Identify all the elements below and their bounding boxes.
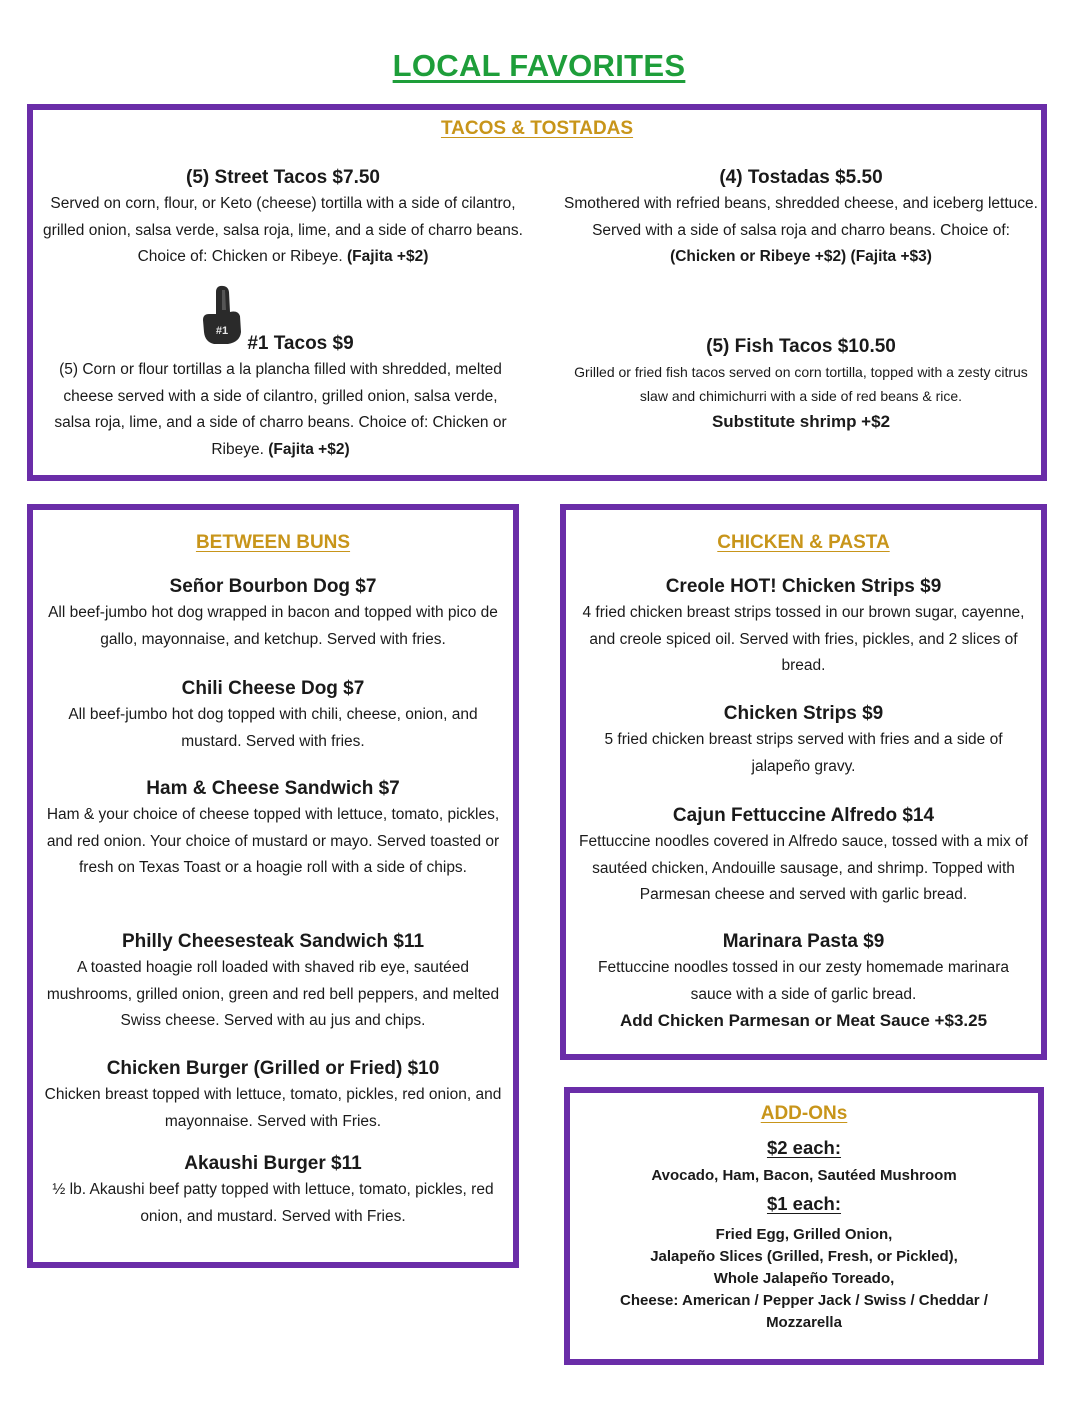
item-desc: (5) Corn or flour tortillas a la plancha filled with shredded, melted cheese served with a side of cilantro, grilled onion, salsa verde, salsa roja, lime, and a side of charro beans. Choice of: Chicken or Ribeye.	[54, 361, 507, 458]
menu-item	[43, 776, 503, 882]
item-name: Akaushi Burger $11	[184, 1153, 362, 1174]
menu-item	[43, 1056, 503, 1135]
item-desc: 5 fried chicken breast strips served with fries and a side of jalapeño gravy.	[604, 731, 1003, 775]
item-upcharge: (Fajita +$2)	[268, 440, 350, 458]
item-extra: Add Chicken Parmesan or Meat Sauce +$3.25	[619, 1011, 988, 1030]
item-name: Chili Cheese Dog $7	[181, 678, 365, 699]
item-name: (5) Fish Tacos $10.50	[706, 336, 896, 357]
addon-line: Cheese: American / Pepper Jack / Swiss / Cheddar /	[620, 1292, 988, 1309]
menu-item	[572, 701, 1035, 780]
item-desc: Grilled or fried fish tacos served on corn tortilla, topped with a zesty citrus slaw and chimichurri with a side of red beans & rice.	[574, 364, 1028, 404]
item-name: Cajun Fettuccine Alfredo $14	[672, 805, 935, 826]
addon-line: Jalapeño Slices (Grilled, Fresh, or Pickled),	[650, 1248, 958, 1265]
item-desc: All beef-jumbo hot dog topped with chili, cheese, onion, and mustard. Served with fries.	[68, 706, 478, 750]
item-name: Chicken Strips $9	[723, 703, 884, 724]
item-name: #1 Tacos $9	[247, 333, 354, 354]
chicken-section-title: CHICKEN & PASTA	[717, 532, 890, 553]
menu-item	[43, 676, 503, 755]
item-name: (5) Street Tacos $7.50	[186, 167, 380, 188]
item-name: Marinara Pasta $9	[722, 931, 885, 952]
menu-item	[572, 574, 1035, 680]
item-desc: 4 fried chicken breast strips tossed in our brown sugar, cayenne, and creole spiced oil. Served with fries, pickles, and 2 slices of bread.	[582, 604, 1025, 674]
item-name: Philly Cheesesteak Sandwich $11	[121, 931, 425, 952]
addon-line: Whole Jalapeño Toreado,	[713, 1270, 895, 1287]
tacos-section	[27, 104, 1047, 481]
buns-section-title: BETWEEN BUNS	[195, 532, 351, 553]
addons-one-dollar-head: $1 each:	[766, 1193, 842, 1214]
addons-section-title: ADD-ONs	[760, 1103, 848, 1124]
item-desc: A toasted hoagie roll loaded with shaved rib eye, sautéed mushrooms, grilled onion, green and red bell peppers, and melted Swiss cheese. Served with au jus and chips.	[46, 959, 500, 1029]
addons-one-dollar-list	[570, 1224, 1038, 1334]
item-upcharge: (Chicken or Ribeye +$2) (Fajita +$3)	[670, 248, 932, 265]
tostadas-item	[563, 165, 1039, 271]
chicken-pasta-section	[560, 504, 1047, 1060]
menu-item	[43, 574, 503, 653]
item-desc: Served on corn, flour, or Keto (cheese) tortilla with a side of cilantro, grilled onion, salsa verde, salsa roja, lime, and a side of charro beans. Choice of: Chicken or Ribeye.	[43, 195, 523, 265]
item-extra: Substitute shrimp +$2	[711, 412, 891, 431]
menu-item	[43, 929, 503, 1035]
item-name: Señor Bourbon Dog $7	[169, 576, 377, 597]
menu-item	[572, 929, 1035, 1034]
item-name: (4) Tostadas $5.50	[719, 167, 883, 188]
menu-item	[43, 1151, 503, 1230]
item-upcharge: (Fajita +$2)	[346, 248, 429, 265]
item-desc: ½ lb. Akaushi beef patty topped with lettuce, tomato, pickles, red onion, and mustard. Served with Fries.	[52, 1181, 494, 1225]
between-buns-section	[27, 504, 519, 1268]
fish-tacos-item	[565, 334, 1037, 435]
item-name: Creole HOT! Chicken Strips $9	[665, 576, 942, 597]
item-desc: All beef-jumbo hot dog wrapped in bacon and topped with pico de gallo, mayonnaise, and ketchup. Served with fries.	[48, 604, 498, 648]
svg-text:#1: #1	[215, 325, 229, 337]
addons-section	[564, 1087, 1044, 1365]
addons-two-dollar-list: Avocado, Ham, Bacon, Sautéed Mushroom	[651, 1167, 957, 1184]
menu-item	[572, 803, 1035, 909]
addon-line: Mozzarella	[766, 1314, 842, 1331]
foam-finger-icon	[200, 284, 244, 346]
item-desc: Smothered with refried beans, shredded cheese, and iceberg lettuce. Served with a side of salsa roja and charro beans. Choice of:	[564, 195, 1038, 239]
item-desc: Fettuccine noodles tossed in our zesty homemade marinara sauce with a side of garlic bread.	[598, 959, 1009, 1003]
number1-tacos-item	[53, 331, 508, 463]
addons-two-dollar-head: $2 each:	[766, 1137, 842, 1158]
item-name: Chicken Burger (Grilled or Fried) $10	[106, 1058, 440, 1079]
tacos-section-title: TACOS & TOSTADAS	[440, 118, 634, 139]
street-tacos-item	[43, 165, 523, 271]
item-desc: Ham & your choice of cheese topped with lettuce, tomato, pickles, and red onion. Your choice of mustard or mayo. Served toasted or fresh on Texas Toast or a hoagie roll with a side of chips.	[46, 806, 500, 876]
page-title: LOCAL FAVORITES	[392, 48, 686, 83]
item-desc: Chicken breast topped with lettuce, tomato, pickles, red onion, and mayonnaise. Served with Fries.	[44, 1086, 502, 1130]
addon-line: Fried Egg, Grilled Onion,	[715, 1226, 893, 1243]
item-name: Ham & Cheese Sandwich $7	[146, 778, 400, 799]
item-desc: Fettuccine noodles covered in Alfredo sauce, tossed with a mix of sautéed chicken, Andouille sausage, and shrimp. Topped with Parmesan cheese and served with garlic bread.	[579, 833, 1028, 903]
